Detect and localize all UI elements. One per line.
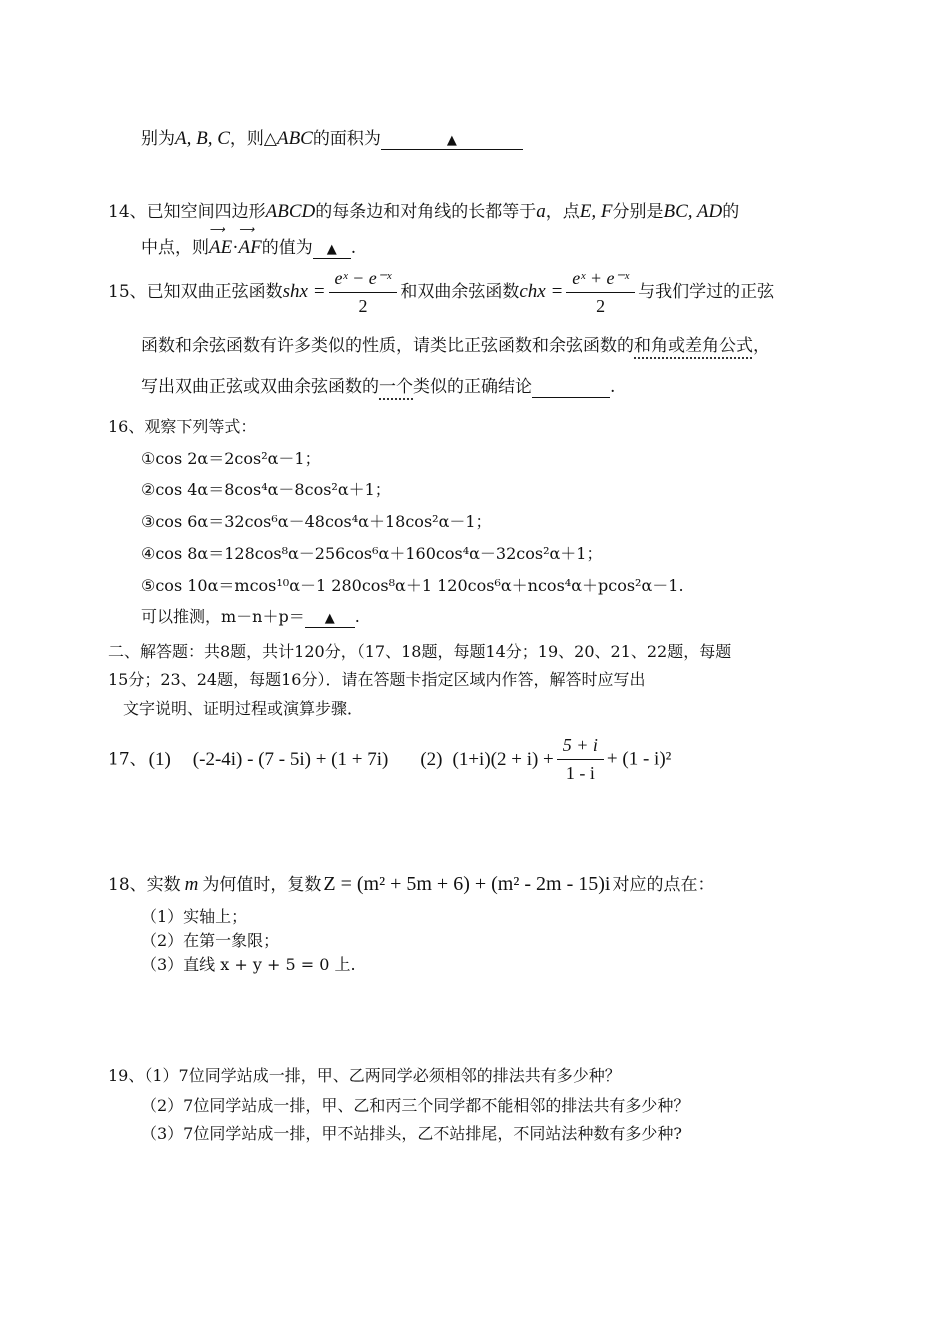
fraction-denominator: 2	[358, 295, 368, 316]
q16-eq: ②cos 4α＝8cos⁴α－8cos²α＋1；	[141, 480, 391, 499]
section2-line2: 15分；23、24题，每题16分）．请在答题卡指定区域内作答，解答时应写出	[108, 670, 646, 689]
q19-item: （2）7位同学站成一排，甲、乙和丙三个同学都不能相邻的排法共有多少种？	[141, 1096, 690, 1115]
triangle-marker-icon: ▲	[324, 611, 335, 626]
q15-line1	[108, 268, 774, 317]
q13-text: ，则△	[229, 129, 277, 149]
triangle-marker-icon: ▲	[446, 133, 457, 148]
emphasized-text: 一个	[379, 377, 413, 397]
q15-text: 类似的正确结论	[413, 377, 532, 397]
q19-line	[108, 1066, 621, 1085]
q16-title	[108, 417, 256, 436]
q14-line2	[141, 224, 357, 260]
q13-text: 的面积为	[312, 129, 381, 149]
part-label: (2)	[420, 748, 443, 770]
q13-triangle: ABC	[276, 128, 313, 149]
q18-text: 对应的点在：	[612, 875, 715, 895]
q15-text: ，	[753, 336, 770, 356]
chx-fraction	[566, 268, 635, 317]
q15-line3	[141, 377, 615, 398]
q14-text: 的值为	[261, 238, 313, 258]
q18-item: （2）在第一象限；	[141, 931, 280, 950]
triangle-marker-icon: ▲	[326, 242, 337, 257]
answer-blank[interactable]	[305, 607, 355, 628]
q15-text: 函数和余弦函数有许多类似的性质，请类比正弦函数和余弦函数的	[141, 336, 634, 356]
fraction-denominator: 2	[596, 295, 606, 316]
q13-vars: A, B, C	[175, 128, 230, 149]
q16-eq: ⑤cos 10α＝mcos¹⁰α－1 280cos⁸α＋1 120cos⁶α＋ncos⁴α＋pcos²α－1.	[141, 576, 684, 595]
section2-line3: 文字说明、证明过程或演算步骤．	[123, 699, 364, 718]
q16-end: .	[354, 607, 360, 626]
section2-line1: 二、解答题：共8题，共计120分，（17、18题，每题14分；19、20、21、22题，每题	[108, 642, 732, 661]
q13-line	[141, 128, 523, 151]
shx-fraction	[329, 268, 398, 317]
answer-blank[interactable]	[532, 377, 610, 398]
fraction-numerator: eˣ + e⁻ˣ	[566, 268, 635, 293]
q15-text: 写出双曲正弦或双曲余弦函数的	[141, 377, 379, 397]
question-number: 19、	[108, 1066, 145, 1085]
q13-text: 别为	[141, 129, 175, 149]
q14-text: 分别是	[612, 202, 664, 222]
q18-text: 为何值时，复数	[202, 875, 322, 895]
q17-expression: (1+i)(2 + i) +	[452, 748, 554, 770]
q16-eq: ③cos 6α＝32cos⁶α－48cos⁴α＋18cos²α－1；	[141, 512, 492, 531]
q14-a: a	[536, 201, 546, 222]
question-number: 18、	[108, 875, 147, 895]
q14-quad: ABCD	[265, 201, 316, 222]
q18-line	[108, 872, 714, 897]
q15-end: .	[610, 377, 616, 397]
q15-text: 与我们学过的正弦	[638, 282, 775, 303]
q14-end: .	[350, 238, 357, 258]
dot-operator: ·	[232, 237, 239, 258]
fraction-numerator: 5 + i	[557, 735, 604, 760]
shx-label: shx =	[282, 281, 326, 303]
question-number: 15、	[108, 282, 147, 303]
q19-item: （1）7位同学站成一排，甲、乙两同学必须相邻的排法共有多少种？	[144, 1066, 621, 1085]
fraction-denominator: 1 - i	[565, 762, 595, 783]
question-number: 17、	[108, 749, 147, 770]
q16-guess	[141, 607, 360, 628]
q16-eq: ④cos 8α＝128cos⁸α－256cos⁶α＋160cos⁴α－32cos²α＋1；	[141, 544, 603, 563]
vector-arrow-icon: ⟶	[238, 224, 254, 236]
q14-text: ，点	[545, 202, 580, 222]
q15-text: 和双曲余弦函数	[400, 282, 520, 303]
q14-text: 中点，则	[141, 238, 209, 258]
vector-af	[238, 224, 262, 260]
q18-expression: Z = (m² + 5m + 6) + (m² - 2m - 15)i	[323, 873, 611, 895]
q18-item: （1）实轴上；	[141, 907, 248, 926]
answer-blank[interactable]	[381, 129, 523, 150]
q16-title-text: 观察下列等式：	[144, 417, 257, 436]
q19-item: （3）7位同学站成一排，甲不站排头，乙不站排尾，不同站法种数有多少种?	[141, 1124, 682, 1143]
q14-text: 的	[722, 202, 740, 222]
vector-label: AF	[238, 237, 262, 258]
q14-points: E, F	[579, 201, 613, 222]
part-label: (1)	[148, 748, 171, 770]
q17-line	[108, 735, 671, 784]
q16-guess-text: 可以推测，m－n＋p＝	[141, 607, 305, 626]
emphasized-text: 和角或差角公式	[634, 336, 753, 356]
question-number: 14、	[108, 202, 147, 222]
q14-segments: BC, AD	[663, 201, 723, 222]
q15-text: 已知双曲正弦函数	[146, 282, 283, 303]
q14-text: 已知空间四边形	[146, 202, 266, 222]
q18-var: m	[184, 874, 199, 895]
q16-eq: ①cos 2α＝2cos²α－1；	[141, 449, 321, 468]
q14-text: 的每条边和对角线的长都等于	[315, 202, 537, 222]
q18-text: 实数	[146, 875, 181, 895]
answer-blank[interactable]	[313, 238, 351, 259]
fraction-numerator: eˣ − e⁻ˣ	[329, 268, 398, 293]
vector-arrow-icon: ⟶	[209, 224, 224, 236]
q17-fraction	[557, 735, 604, 784]
q14-line1	[108, 201, 739, 224]
question-number: 16、	[108, 417, 145, 436]
vector-ae	[209, 224, 233, 260]
q17-expression: + (1 - i)²	[606, 748, 672, 770]
q17-expression: (-2-4i) - (7 - 5i) + (1 + 7i)	[192, 748, 389, 770]
q18-item: （3）直线 x + y + 5 = 0 上.	[141, 955, 356, 974]
q15-line2	[141, 336, 770, 356]
vector-label: AE	[209, 237, 233, 258]
chx-label: chx =	[519, 281, 564, 303]
